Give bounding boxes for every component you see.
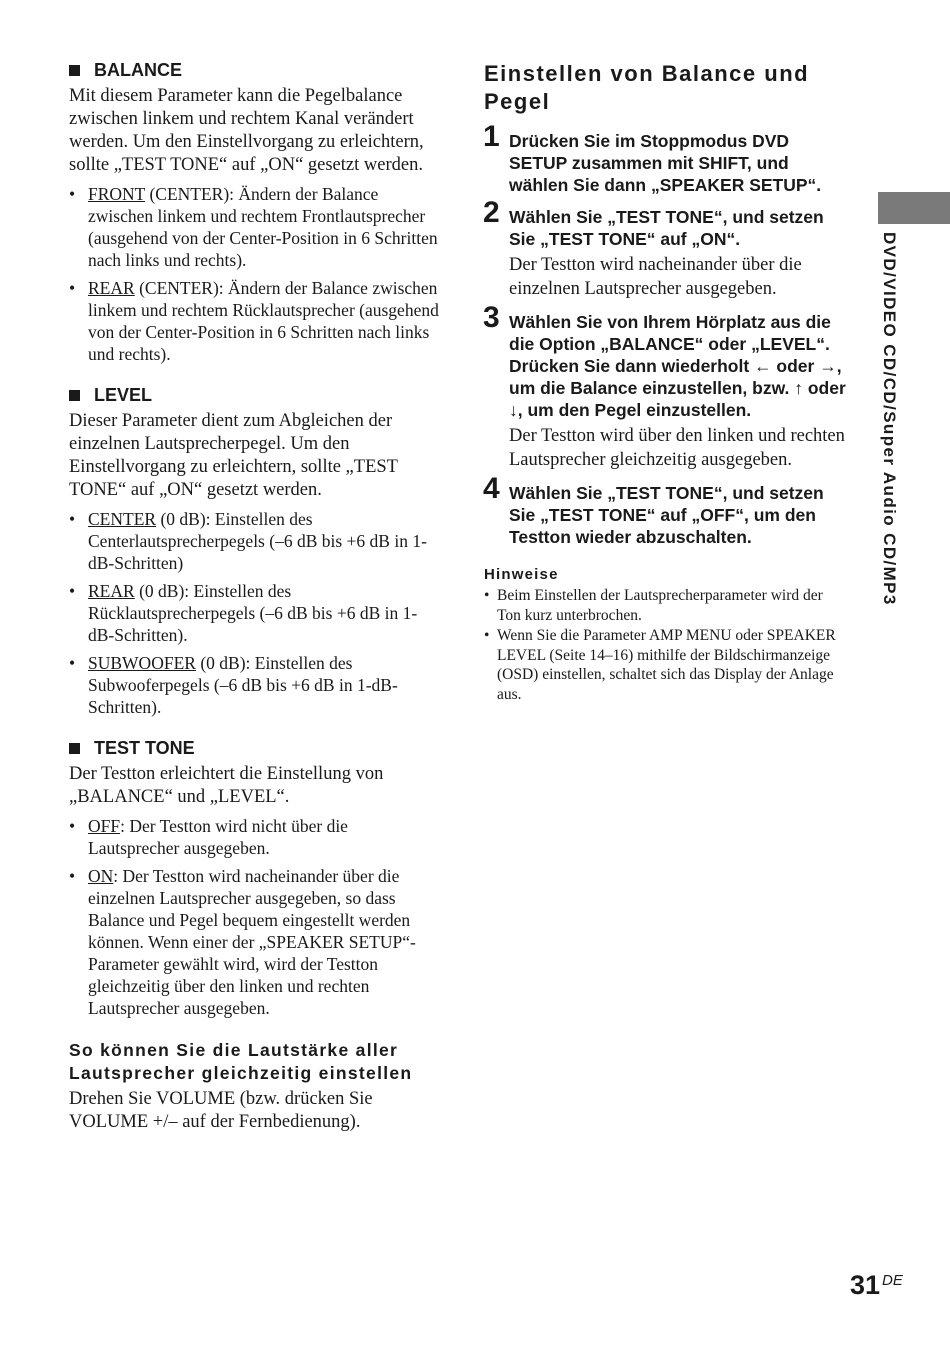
volume-heading: So können Sie die Lautstärke aller Lautsprecher gleichzeitig einstellen bbox=[69, 1040, 413, 1083]
right-column bbox=[484, 60, 846, 705]
step-instruction: Wählen Sie „TEST TONE“, und setzen Sie „TEST TONE“ auf „OFF“, um den Testton wieder abzuschalten. bbox=[509, 483, 824, 547]
step-description: Der Testton wird nacheinander über die einzelnen Lautsprecher ausgegeben. bbox=[509, 255, 802, 299]
step-instruction: Wählen Sie „TEST TONE“, und setzen Sie „TEST TONE“ auf „ON“. bbox=[509, 207, 824, 249]
list-item: • ON: Der Testton wird nacheinander über die einzelnen Lautsprecher ausgegeben, so dass Balance und Pegel bequem eingestellt werden können. Wenn einer der „SPEAKER SETUP“-Parameter gewählt wird, wird der Testton gleichzeitig über den linken und rechten Lautsprecher ausgegeben. bbox=[69, 866, 416, 1018]
page-title: Einstellen von Balance und Pegel bbox=[484, 61, 810, 114]
step-instruction: Drücken Sie im Stoppmodus DVD SETUP zusammen mit SHIFT, und wählen Sie dann „SPEAKER SETUP“. bbox=[509, 131, 822, 195]
volume-body: Drehen Sie VOLUME (bzw. drücken Sie VOLUME +/– auf der Fernbedienung). bbox=[69, 1089, 373, 1132]
step-1 bbox=[483, 120, 846, 196]
section-tab-marker bbox=[878, 192, 950, 224]
step-3 bbox=[483, 301, 846, 472]
list-item: • REAR (CENTER): Ändern der Balance zwischen linkem und rechtem Rücklautsprecher (ausgehend von der Center-Position in 6 Schritten nach links und rechts). bbox=[69, 278, 439, 364]
left-column bbox=[69, 60, 441, 1134]
level-heading: LEVEL bbox=[69, 385, 441, 406]
step-number: 3 bbox=[483, 301, 500, 334]
list-item: • CENTER (0 dB): Einstellen des Centerlautsprecherpegels (–6 dB bis +6 dB in 1-dB-Schritten) bbox=[69, 509, 427, 573]
balance-heading: BALANCE bbox=[69, 60, 441, 81]
list-item: • Wenn Sie die Parameter AMP MENU oder SPEAKER LEVEL (Seite 14–16) mithilfe der Bildschirmanzeige (OSD) einstellen, schaltet sich das Display der Anlage aus. bbox=[484, 627, 836, 703]
hints-list bbox=[484, 586, 846, 704]
level-body: Dieser Parameter dient zum Abgleichen der einzelnen Lautsprecherpegel. Um den Einstellvorgang zu erleichtern, sollte „TEST TONE“ auf „ON“ gesetzt werden. bbox=[69, 411, 398, 500]
square-bullet-icon bbox=[69, 743, 80, 754]
step-4 bbox=[483, 472, 846, 548]
hints-heading: Hinweise bbox=[484, 566, 559, 583]
list-item: • REAR (0 dB): Einstellen des Rücklautsprecherpegels (–6 dB bis +6 dB in 1-dB-Schritten). bbox=[69, 581, 418, 645]
list-item: • FRONT (CENTER): Ändern der Balance zwischen linkem und rechtem Frontlautsprecher (ausgehend von der Center-Position in 6 Schritten nach links und rechts). bbox=[69, 184, 438, 270]
test-tone-list bbox=[69, 815, 441, 1019]
step-number: 2 bbox=[483, 196, 500, 229]
list-item: • Beim Einstellen der Lautsprecherparameter wird der Ton kurz unterbrochen. bbox=[484, 587, 823, 624]
list-item: • OFF: Der Testton wird nicht über die Lautsprecher ausgegeben. bbox=[69, 816, 348, 858]
level-list bbox=[69, 508, 441, 718]
page-language: DE bbox=[882, 1272, 903, 1289]
step-description: Der Testton wird über den linken und rechten Lautsprecher gleichzeitig ausgegeben. bbox=[509, 426, 845, 470]
square-bullet-icon bbox=[69, 390, 80, 401]
test-tone-heading: TEST TONE bbox=[69, 738, 441, 759]
test-tone-body: Der Testton erleichtert die Einstellung von „BALANCE“ und „LEVEL“. bbox=[69, 764, 384, 807]
step-2 bbox=[483, 196, 846, 301]
step-number: 1 bbox=[483, 120, 500, 153]
square-bullet-icon bbox=[69, 65, 80, 76]
side-section-label: DVD/VIDEO CD/CD/Super Audio CD/MP3 bbox=[880, 232, 899, 606]
step-instruction: Wählen Sie von Ihrem Hörplatz aus die die Option „BALANCE“ oder „LEVEL“. Drücken Sie dann wiederholt ← oder →, um die Balance einzustellen, bzw. ↑ oder ↓, um den Pegel einzustellen. bbox=[509, 312, 846, 420]
balance-body: Mit diesem Parameter kann die Pegelbalance zwischen linkem und rechtem Kanal verändert werden. Um den Einstellvorgang zu erleichtern, sollte „TEST TONE“ auf „ON“ gesetzt werden. bbox=[69, 86, 424, 175]
step-number: 4 bbox=[483, 472, 500, 505]
list-item: • SUBWOOFER (0 dB): Einstellen des Subwooferpegels (–6 dB bis +6 dB in 1-dB-Schritten). bbox=[69, 653, 398, 717]
balance-list bbox=[69, 183, 441, 365]
page-number: 31 $^{DE}$ bbox=[850, 1270, 903, 1300]
